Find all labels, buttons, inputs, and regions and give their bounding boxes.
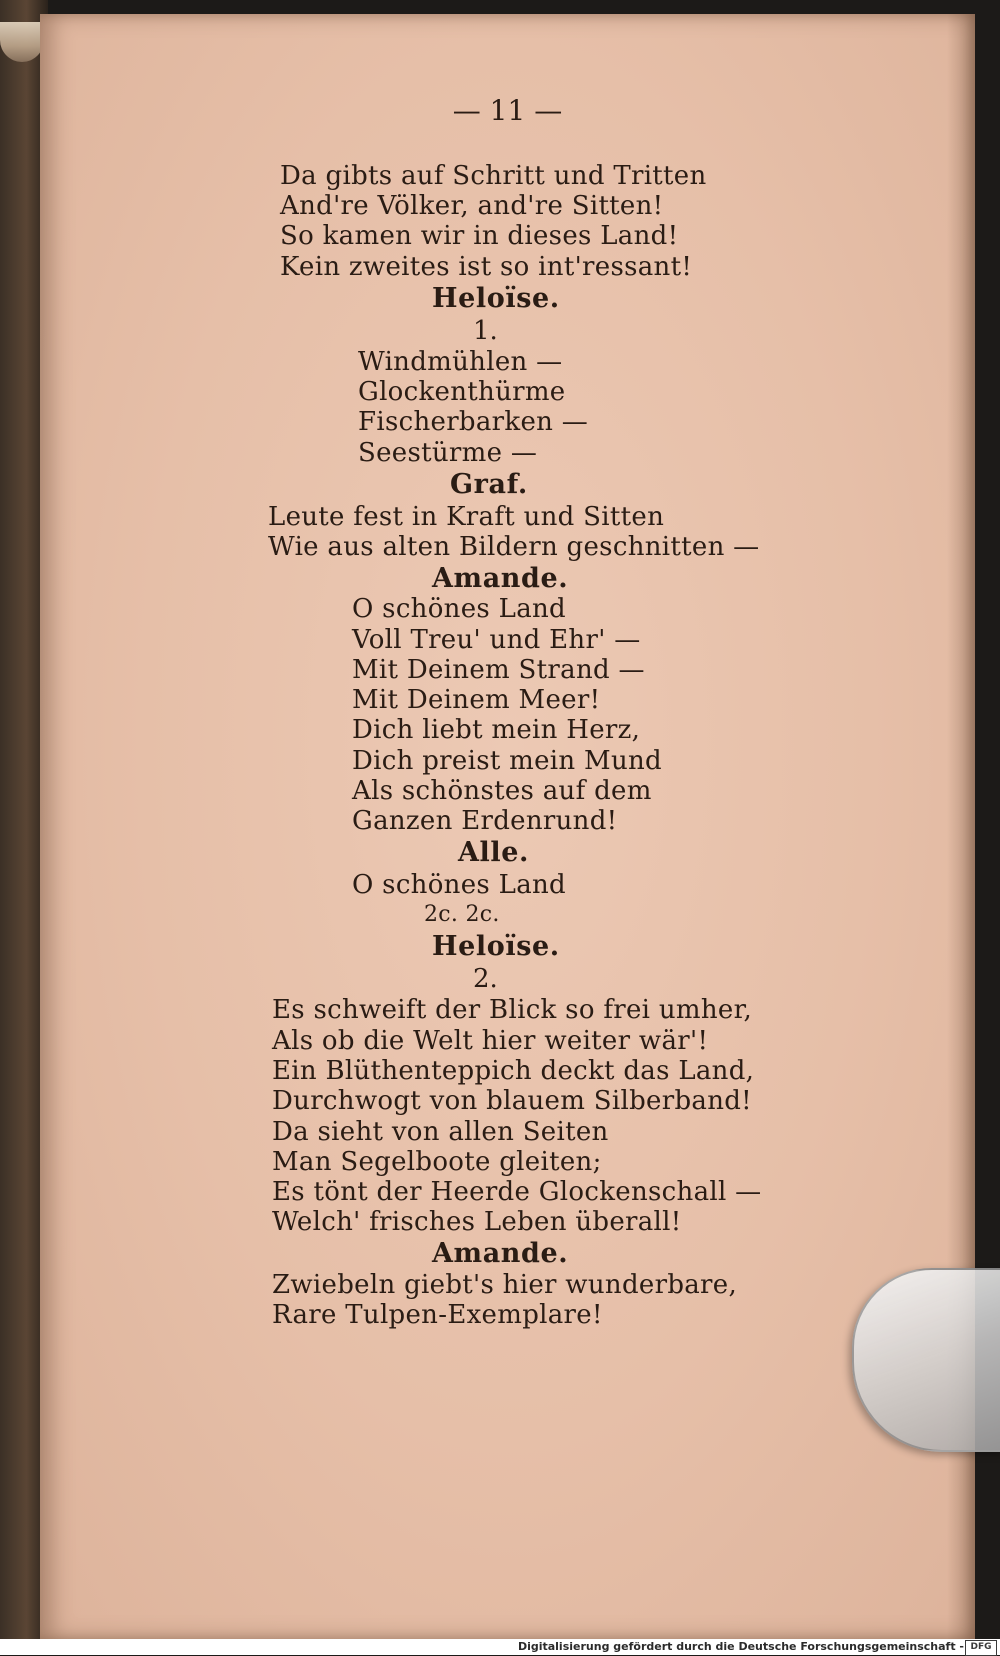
verse-line: Leute fest in Kraft und Sitten (268, 502, 665, 532)
speaker-heading: Alle. (458, 837, 530, 868)
verse-line: Es tönt der Heerde Glockenschall — (272, 1177, 762, 1207)
verse-number: 1. (473, 316, 498, 346)
verse-line: Dich preist mein Mund (352, 746, 662, 776)
verse-line: Zwiebeln giebt's hier wunderbare, (272, 1270, 738, 1300)
page-number: — 11 — (452, 94, 563, 127)
verse-line: Es schweift der Blick so frei umher, (272, 995, 753, 1025)
book-page (40, 14, 975, 1639)
verse-line: O schönes Land (352, 870, 566, 900)
verse-line: Mit Deinem Strand — (352, 655, 645, 685)
verse-line: Ein Blüthenteppich deckt das Land, (272, 1056, 755, 1086)
speaker-heading: Amande. (432, 1238, 569, 1269)
verse-line: Seestürme — (358, 438, 538, 468)
verse-line: Glockenthürme (358, 377, 566, 407)
speaker-heading: Heloïse. (432, 283, 560, 314)
verse-line: Dich liebt mein Herz, (352, 715, 641, 745)
etcetera: 2c. 2c. (424, 902, 500, 927)
verse-line: Da sieht von allen Seiten (272, 1117, 609, 1147)
verse-line: Man Segelboote gleiten; (272, 1147, 602, 1177)
verse-line: Rare Tulpen-Exemplare! (272, 1300, 603, 1330)
verse-line: Wie aus alten Bildern geschnitten — (268, 532, 760, 562)
speaker-heading: Graf. (450, 469, 528, 500)
footer-bar (0, 1639, 1000, 1655)
verse-line: And're Völker, and're Sitten! (280, 191, 664, 221)
verse-line: Kein zweites ist so int'ressant! (280, 252, 693, 282)
verse-line: O schönes Land (352, 594, 566, 624)
verse-line: Mit Deinem Meer! (352, 685, 601, 715)
verse-line: Windmühlen — (358, 347, 563, 377)
verse-line: Als schönstes auf dem (352, 776, 652, 806)
verse-line: Voll Treu' und Ehr' — (352, 625, 641, 655)
footer-credit: Digitalisierung gefördert durch die Deutsche Forschungsgemeinschaft - (517, 1640, 964, 1653)
verse-line: Als ob die Welt hier weiter wär'! (272, 1026, 709, 1056)
verse-number: 2. (473, 964, 498, 994)
verse-line: Ganzen Erdenrund! (352, 806, 618, 836)
verse-line: So kamen wir in dieses Land! (280, 221, 679, 251)
verse-line: Welch' frisches Leben überall! (272, 1207, 682, 1237)
verse-line: Durchwogt von blauem Silberband! (272, 1086, 752, 1116)
dfg-logo: DFG (965, 1640, 997, 1656)
speaker-heading: Amande. (432, 563, 569, 594)
page-text (40, 14, 975, 1639)
speaker-heading: Heloïse. (432, 931, 560, 962)
verse-line: Da gibts auf Schritt und Tritten (280, 161, 707, 191)
verse-line: Fischerbarken — (358, 407, 589, 437)
